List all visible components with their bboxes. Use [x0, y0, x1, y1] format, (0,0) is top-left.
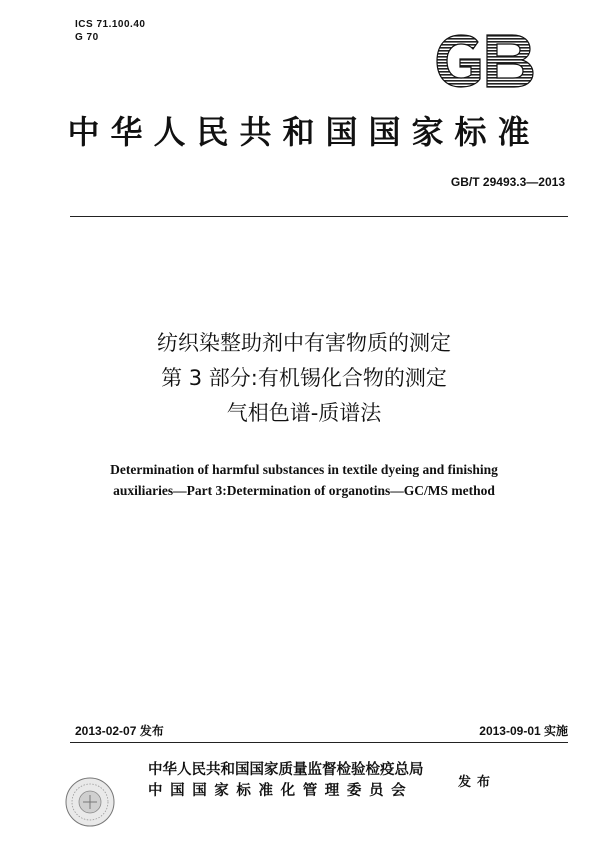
gb-logo-icon [434, 32, 536, 90]
classification-codes [75, 18, 145, 44]
english-title-line-1: Determination of harmful substances in textile dyeing and finishing [110, 462, 498, 477]
publish-label: 发布 [458, 775, 497, 790]
implementation-date: 2013-09-01 实施 [479, 724, 568, 738]
standard-organization-title: 中华人民共和国国家标准 [67, 113, 541, 151]
issue-date: 2013-02-07 发布 [75, 724, 164, 738]
chinese-title [40, 326, 568, 431]
chinese-title-line-1: 纺织染整助剂中有害物质的测定 [157, 331, 451, 355]
english-title-line-2: auxiliaries—Part 3:Determination of organotins—GC/MS method [113, 483, 495, 498]
issuing-authorities [148, 760, 424, 802]
chinese-title-line-2: 第 3 部分:有机锡化合物的测定 [161, 366, 447, 390]
anti-counterfeit-seal-icon [64, 776, 116, 828]
ics-code: ICS 71.100.40 [75, 19, 146, 30]
issuer-line-1: 中华人民共和国国家质量监督检验检疫总局 [148, 762, 424, 778]
chinese-title-line-3: 气相色谱-质谱法 [226, 401, 382, 425]
footer-divider [70, 742, 568, 743]
header-divider [70, 216, 568, 217]
ccs-code: G 70 [75, 32, 99, 43]
issuer-line-2: 中国国家标准化管理委员会 [148, 783, 414, 799]
english-title [80, 459, 528, 501]
standard-number: GB/T 29493.3—2013 [450, 175, 565, 189]
